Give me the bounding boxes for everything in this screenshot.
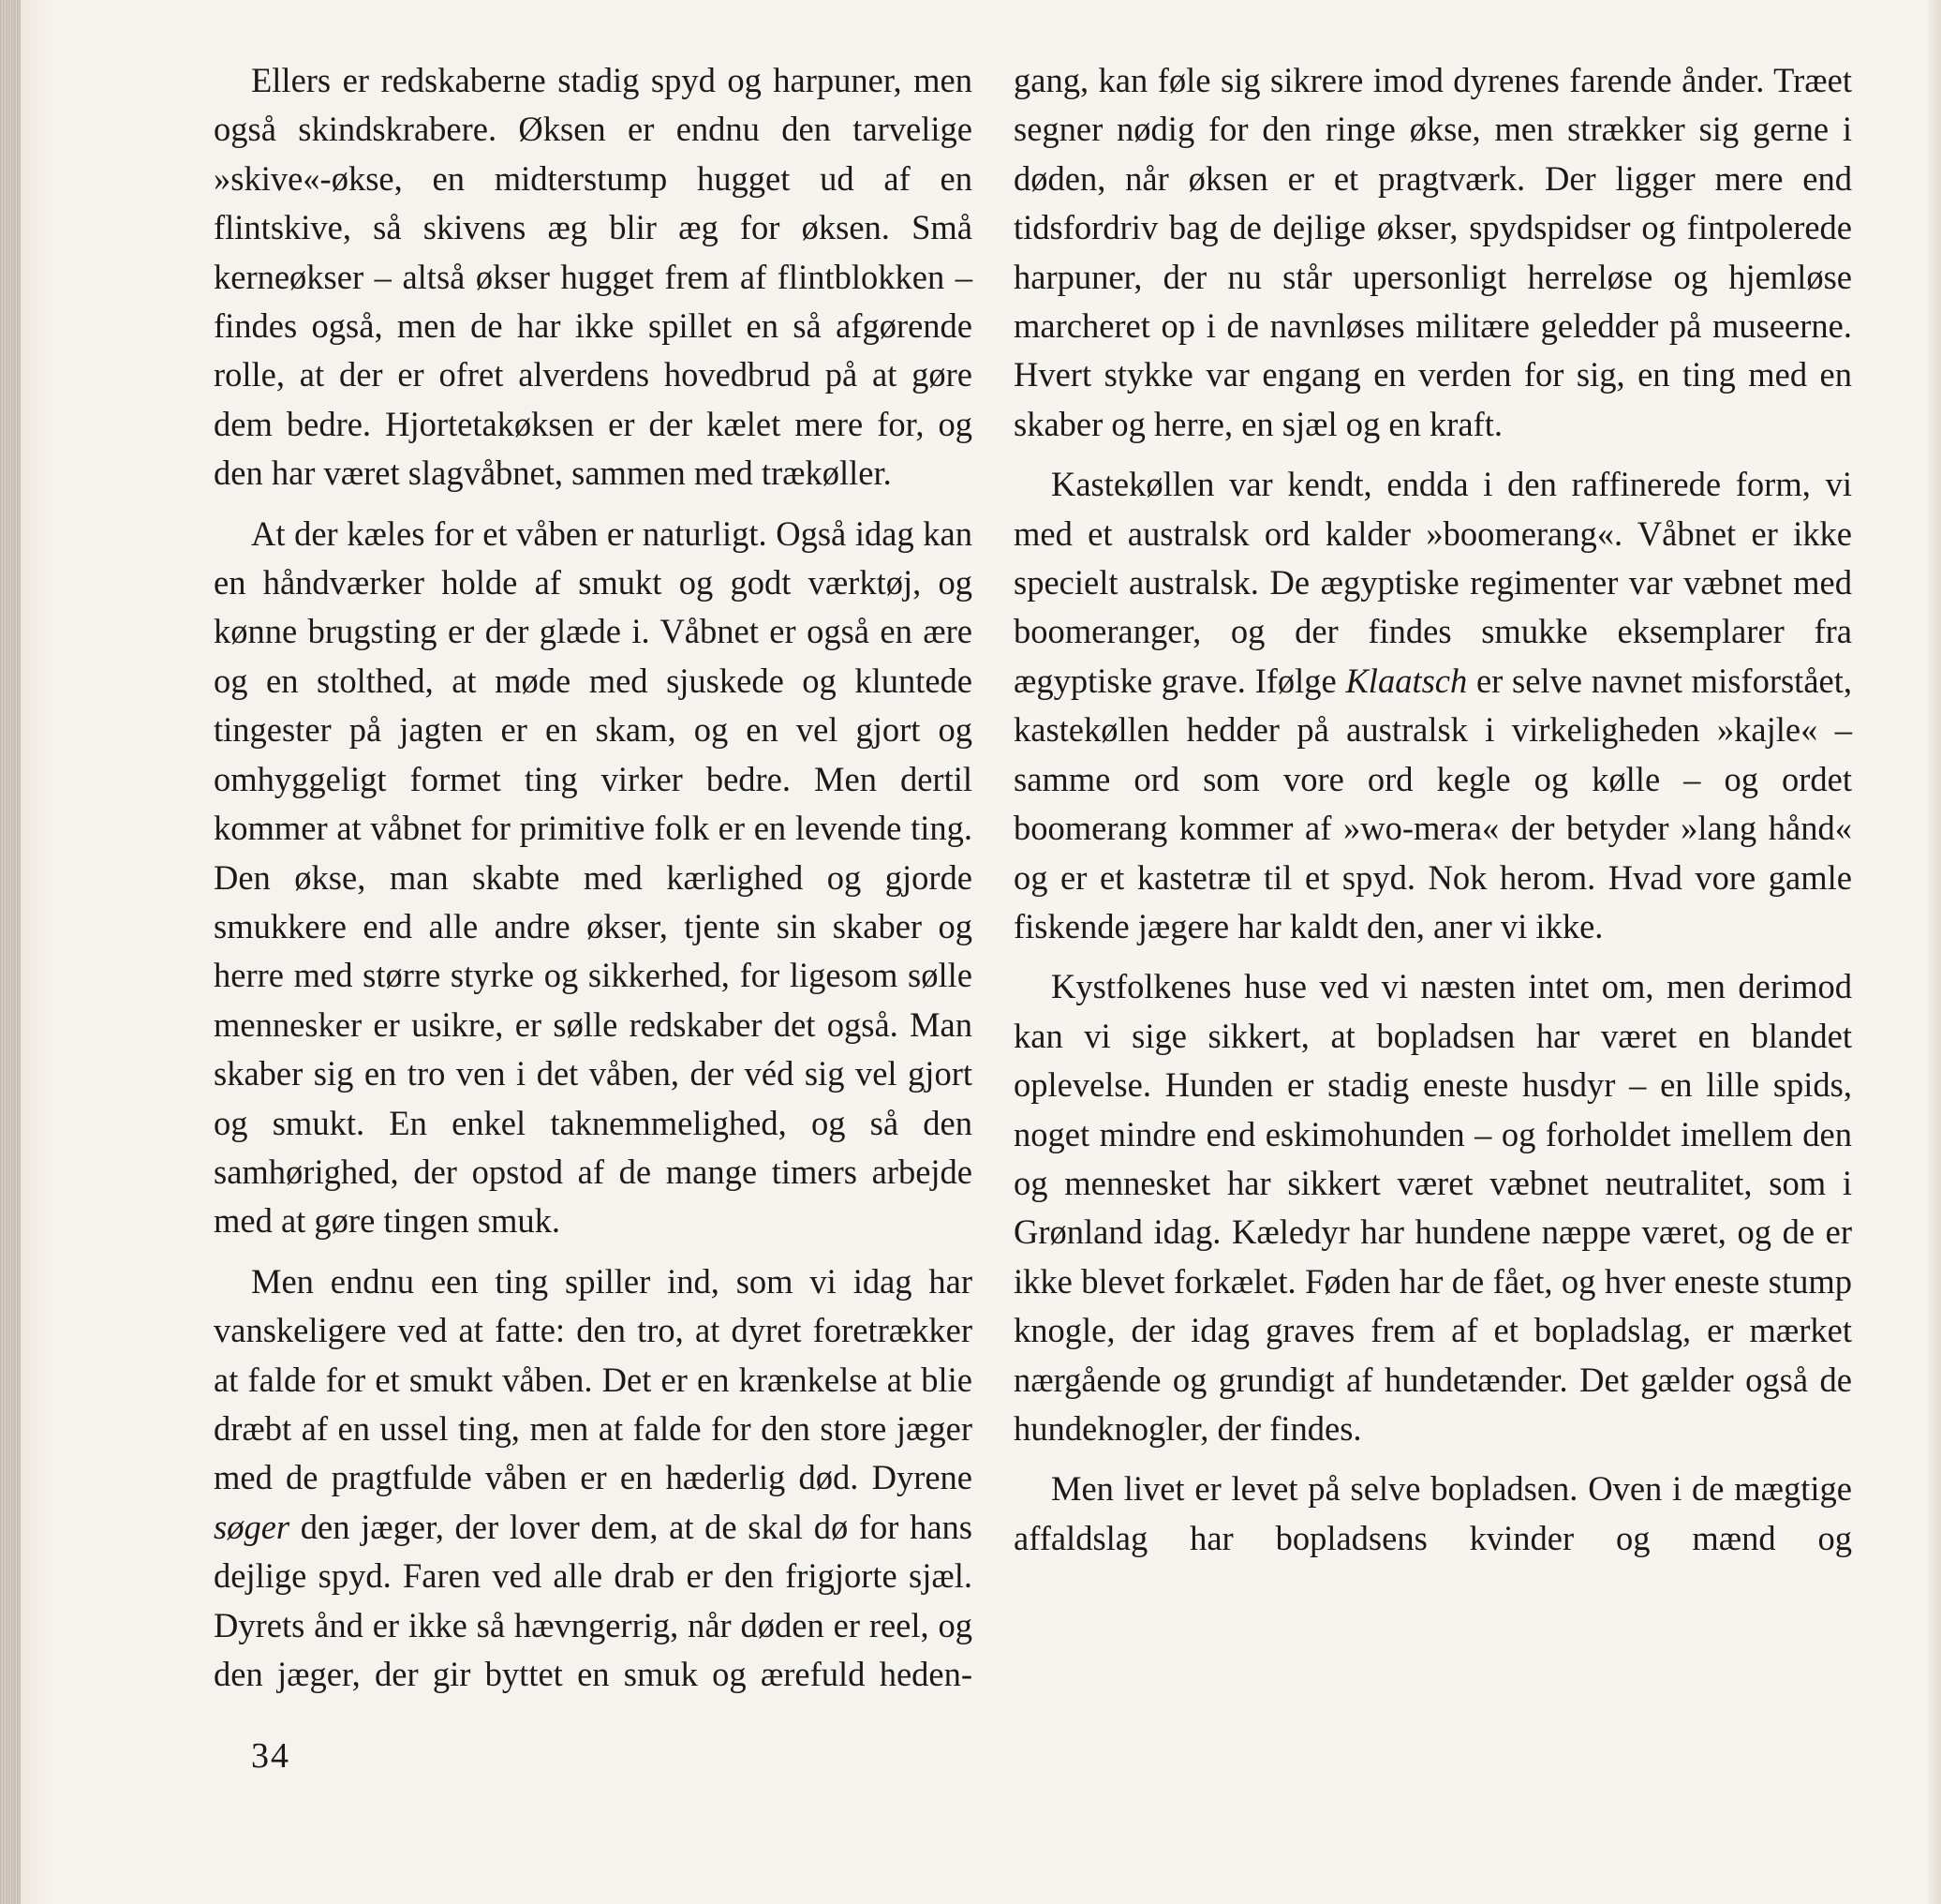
right-paragraph-2-emphasis: Klaatsch [1345,661,1468,700]
left-paragraph-3-text-b: den jæger, der lover dem, at de skal dø for hans dejlige spyd. Faren ved alle drab er den frigjorte sjæl. Dyrets ånd er ikke så hævngerrig, når døden er reel, og den jæger, der gir byttet en smuk og ærefuld heden- [214,1507,972,1693]
right-paragraph-2 [1014,460,1852,951]
right-paragraph-2-text-b: er selve navnet misforstået, kastekøllen hedder på australsk i virkeligheden »kajle« – samme ord som vore ord kegle og kølle – og ordet boomerang kommer af »wo-mera« der betyder »lang hånd« og er et kastetræ til et spyd. Nok herom. Hvad vore gamle fiskende jægere har kaldt den, aner vi ikke. [1014,661,1852,945]
right-paragraph-3: Kystfolkenes huse ved vi næsten intet om, men derimod kan vi sige sikkert, at bopladsen har været en blandet oplevelse. Hunden er stadig eneste husdyr – en lille spids, noget mindre end eskimohunden – og forholdet imellem den og mennesket har sikkert været væbnet neutralitet, som i Grønland idag. Kæledyr har hundene næppe været, og de er ikke blevet forkælet. Føden har de fået, og hver eneste stump knogle, der idag graves frem af et bopladslag, er mærket nærgående og grundigt af hundetænder. Det gælder også de hundeknogler, der findes. [1014,967,1852,1448]
left-paragraph-3-emphasis: søger [214,1507,290,1546]
book-binding-edge [0,0,21,1904]
left-paragraph-2: At der kæles for et våben er naturligt. Også idag kan en håndværker holde af smukt og godt værktøj, og kønne brugsting er der glæde i. Våbnet er også en ære og en stolthed, at møde med sjuskede og kluntede tingester på jagten er en skam, og en vel gjort og omhyggeligt formet ting virker bedre. Men dertil kommer at våbnet for primitive folk er en levende ting. Den økse, man skabte med kærlighed og gjorde smukkere end alle andre økser, tjente sin skaber og herre med større styrke og sikkerhed, for ligesom sølle mennesker er usikre, er sølle redskaber det også. Man skaber sig en tro ven i det våben, der véd sig vel gjort og smukt. En enkel taknemmelighed, og så den samhørighed, der opstod af de mange timers arbejde med at gøre tingen smuk. [214,513,972,1241]
left-text-column [214,56,972,1710]
left-paragraph-1: Ellers er redskaberne stadig spyd og harpuner, men også skindskrabere. Øksen er endnu den tarvelige »skive«-økse, en midterstump hugget ud af en flintskive, så skivens æg blir æg for øksen. Små kerneøkser – altså økser hugget frem af flintblokken – findes også, men de har ikke spillet en så afgørende rolle, at der er ofret alverdens hovedbrud på at gøre dem bedre. Hjortetakøksen er der kælet mere for, og den har været slagvåbnet, sammen med trækøller. [214,61,972,493]
page-number: 34 [251,1736,290,1776]
right-text-column [1014,56,1852,1574]
page-right-edge [1928,0,1941,1904]
left-paragraph-3-text-a: Men endnu een ting spiller ind, som vi idag har vanskeligere ved at fatte: den tro, at dyret foretrækker at falde for et smukt våben. Det er en krænkelse at blie dræbt af en ussel ting, men at falde for den store jæger med de pragtfulde våben er en hæderlig død. Dyrene [214,1261,972,1497]
right-paragraph-1: gang, kan føle sig sikrere imod dyrenes farende ånder. Træet segner nødig for den ringe økse, men strækker sig gerne i døden, når øksen er et pragtværk. Der ligger mere end tidsfordriv bag de dejlige økser, spydspidser og fintpolerede harpuner, der nu står upersonligt herreløse og hjemløse marcheret op i de navnløses militære geledder på museerne. Hvert stykke var engang en verden for sig, en ting med en skaber og herre, en sjæl og en kraft. [1014,61,1852,443]
right-paragraph-2-text-a: Kastekøllen var kendt, endda i den raffinerede form, vi med et australsk ord kalder »boomerang«. Våbnet er ikke specielt australsk. De ægyptiske regimenter var væbnet med boomeranger, og der findes smukke eksemplarer fra ægyptiske grave. Ifølge [1014,465,1852,700]
right-paragraph-4: Men livet er levet på selve bopladsen. Oven i de mægtige affaldslag har bopladsens kvinder og mænd og [1014,1469,1852,1557]
left-paragraph-3 [214,1257,972,1700]
